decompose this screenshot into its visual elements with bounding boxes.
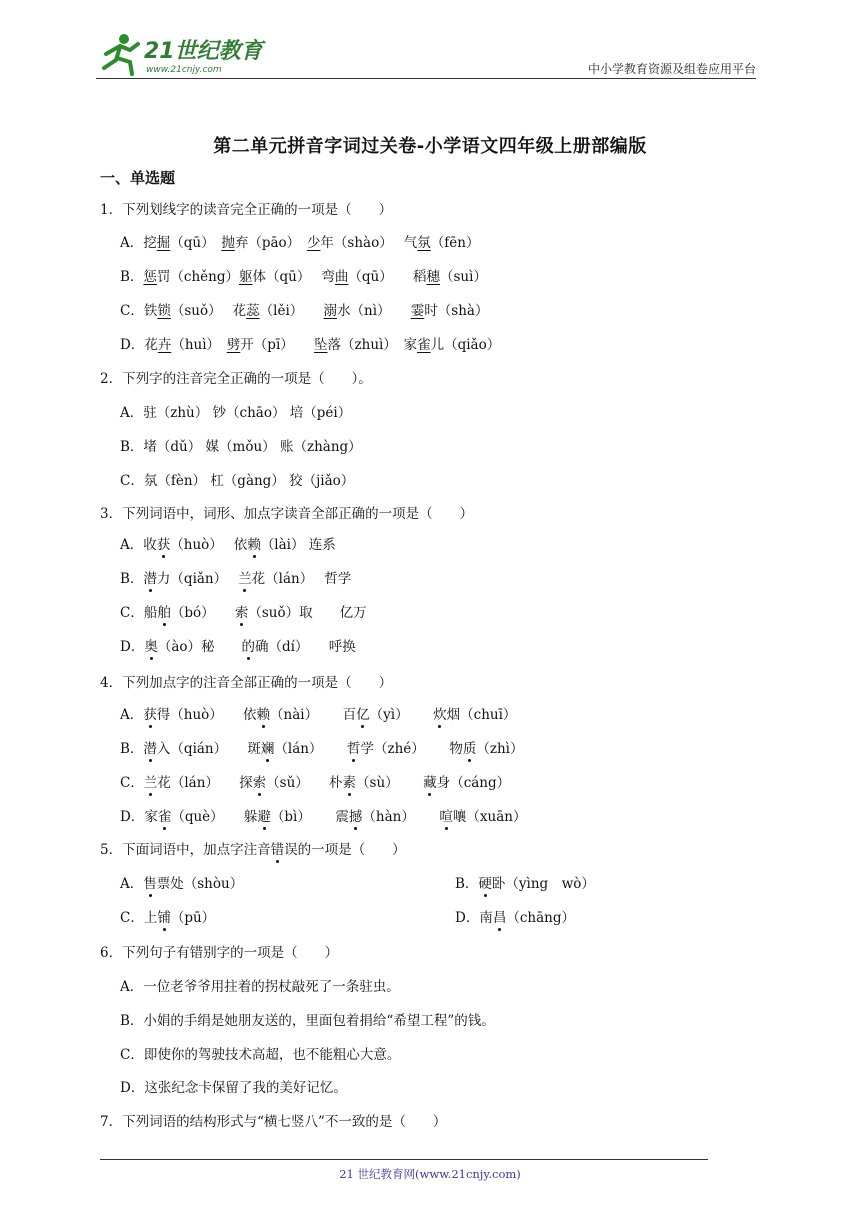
question-6-option-b[interactable]: B．小娟的手绢是她朋友送的，里面包着捐给“希望工程”的钱。 xyxy=(120,1013,495,1029)
question-6-option-d[interactable]: D．这张纪念卡保留了我的美好记忆。 xyxy=(120,1080,347,1096)
question-2-option-c[interactable]: C．氛（fèn） 杠（gàng） 狡（jiǎo） xyxy=(120,473,355,489)
question-6-stem: 6．下列句子有错别字的一项是（ ） xyxy=(100,945,339,961)
question-7-stem: 7．下列词语的结构形式与“横七竖八”不一致的是（ ） xyxy=(100,1114,447,1130)
question-3-option-a[interactable]: A．收获（huò） 依赖（lài） 连系 xyxy=(120,533,336,553)
question-3-option-b[interactable]: B．潜力（qiǎn） 兰花（lán） 哲学 xyxy=(120,567,351,587)
page-header xyxy=(96,30,756,80)
question-4-option-a[interactable]: A．获得（huò） 依赖（nài） 百亿（yì） 炊烟（chuī） xyxy=(120,703,516,723)
header-slogan: 中小学教育资源及组卷应用平台 xyxy=(587,62,756,76)
question-5-option-b[interactable]: B．硬卧（yìng wò） xyxy=(455,872,595,892)
runner-icon xyxy=(104,34,138,74)
question-1-stem: 1．下列划线字的读音完全正确的一项是（ ） xyxy=(100,202,393,218)
question-1-option-a[interactable]: A．挖掘（qū） 抛弃（pāo） 少年（shào） 气氛（fēn） xyxy=(120,235,480,251)
question-4-option-d[interactable]: D．家雀（què） 躲避（bì） 震撼（hàn） 喧嚷（xuān） xyxy=(120,805,526,825)
question-4-option-c[interactable]: C．兰花（lán） 探索（sǔ） 朴素（sù） 藏身（cáng） xyxy=(120,771,510,791)
question-6-option-a[interactable]: A．一位老爷爷用拄着的拐杖敲死了一条驻虫。 xyxy=(120,979,400,995)
question-3-option-d[interactable]: D．奥（ào）秘 的确（dí） 呼换 xyxy=(120,635,356,655)
question-1-option-c[interactable]: C．铁锁（suǒ） 花蕊（lěi） 溺水（nì） 霎时（shà） xyxy=(120,303,489,319)
question-3-option-c[interactable]: C．船舶（bó） 索（suǒ）取 亿万 xyxy=(120,601,367,621)
question-5-option-a[interactable]: A．售票处（shòu） xyxy=(120,872,243,892)
footer-text[interactable]: 21 世纪教育网(www.21cnjy.com) xyxy=(339,1167,521,1181)
header-divider xyxy=(96,78,756,79)
question-2-stem: 2．下列字的注音完全正确的一项是（ ）。 xyxy=(100,371,372,387)
question-1-option-d[interactable]: D．花卉（huì） 劈开（pī） 坠落（zhuì） 家雀儿（qiǎo） xyxy=(120,337,501,353)
question-5-option-d[interactable]: D．南昌（chāng） xyxy=(455,906,575,926)
section-heading: 一、单选题 xyxy=(100,169,176,187)
question-5-option-c[interactable]: C．上铺（pū） xyxy=(120,906,215,926)
question-3-stem: 3．下列词语中，词形、加点字读音全部正确的一项是（ ） xyxy=(100,506,474,522)
question-4-stem: 4．下列加点字的注音全部正确的一项是（ ） xyxy=(100,675,393,691)
logo-text: 21世纪教育 xyxy=(144,39,263,64)
question-4-option-b[interactable]: B．潜入（qián） 斑斓（lán） 哲学（zhé） 物质（zhì） xyxy=(120,737,523,757)
question-2-option-a[interactable]: A．驻（zhù） 钞（chāo） 培（péi） xyxy=(120,405,352,421)
footer-divider xyxy=(100,1159,708,1160)
question-5-stem: 5．下面词语中，加点字注音错误的一项是（ ） xyxy=(100,838,406,858)
question-6-option-c[interactable]: C．即使你的驾驶技术高超，也不能粗心大意。 xyxy=(120,1047,401,1063)
page-title: 第二单元拼音字词过关卷-小学语文四年级上册部编版 xyxy=(213,136,647,157)
question-1-option-b[interactable]: B．惩罚（chěng）躯体（qū） 弯曲（qū） 稻穗（suì） xyxy=(120,269,487,285)
logo-url: www.21cnjy.com xyxy=(146,65,222,75)
question-2-option-b[interactable]: B．堵（dǔ） 媒（mǒu） 账（zhàng） xyxy=(120,439,362,455)
site-logo[interactable] xyxy=(96,30,266,78)
